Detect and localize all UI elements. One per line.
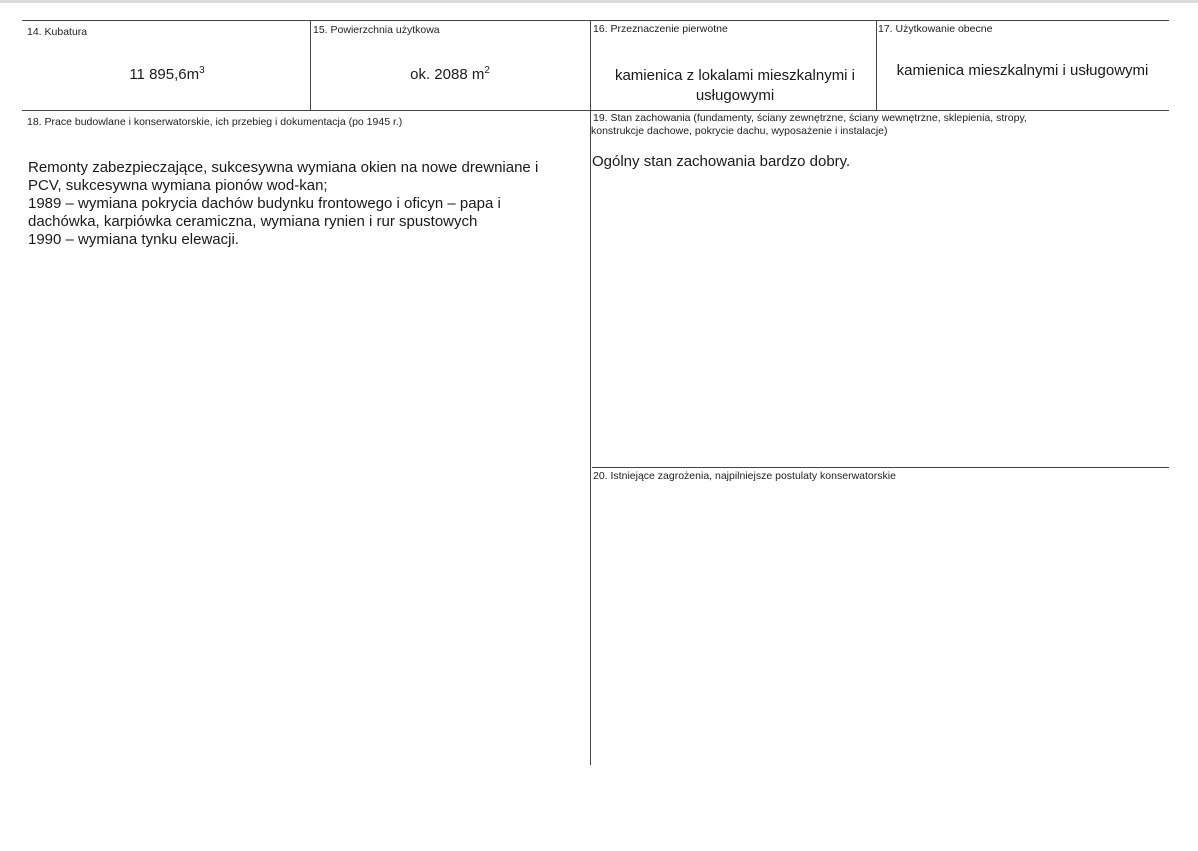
f15-value [310,66,590,83]
f19-label-line-2: konstrukcje dachowe, pokrycie dachu, wyposażenie i instalacje) [591,125,888,137]
f18-line-5: 1990 – wymiana tynku elewacji. [28,231,239,248]
f19-label-line-1: 19. Stan zachowania (fundamenty, ściany zewnętrzne, ściany wewnętrzne, sklepienia, stropy, [593,112,1027,124]
f19-value: Ogólny stan zachowania bardzo dobry. [592,153,851,170]
row1-bottom-line [22,110,1169,111]
col-divider-14-15 [310,20,311,110]
scan-top-edge [0,0,1198,3]
f15-value-text: ok. 2088 m [410,66,485,83]
f18-line-2: PCV, sukcesywna wymiana pionów wod-kan; [28,177,328,194]
f18-label: 18. Prace budowlane i konserwatorskie, ich przebieg i dokumentacja (po 1945 r.) [27,116,403,128]
f14-value-text: 11 895,6m [129,66,200,83]
f18-text [28,159,588,249]
f14-value-sup: 3 [199,65,205,76]
f20-label: 20. Istniejące zagrożenia, najpilniejsze postulaty konserwatorskie [593,470,896,482]
f14-label: 14. Kubatura [27,26,88,38]
f15-label: 15. Powierzchnia użytkowa [313,24,440,36]
f17-label: 17. Użytkowanie obecne [878,23,993,35]
f15-value-sup: 2 [484,65,490,76]
f18-line-4: dachówka, karpiówka ceramiczna, wymiana rynien i rur spustowych [28,213,478,230]
f17-value: kamienica mieszkalnymi i usługowymi [896,62,1149,79]
top-border-line [22,20,1169,21]
f19-bottom-line [592,467,1169,468]
f18-line-3: 1989 – wymiana pokrycia dachów budynku frontowego i oficyn – papa i [28,195,501,212]
f14-value [22,66,312,83]
f18-line-1: Remonty zabezpieczające, sukcesywna wymiana okien na nowe drewniane i [28,159,539,176]
f16-label: 16. Przeznaczenie pierwotne [593,23,728,35]
f16-value: kamienica z lokalami mieszkalnymi i usługowymi [614,67,856,104]
